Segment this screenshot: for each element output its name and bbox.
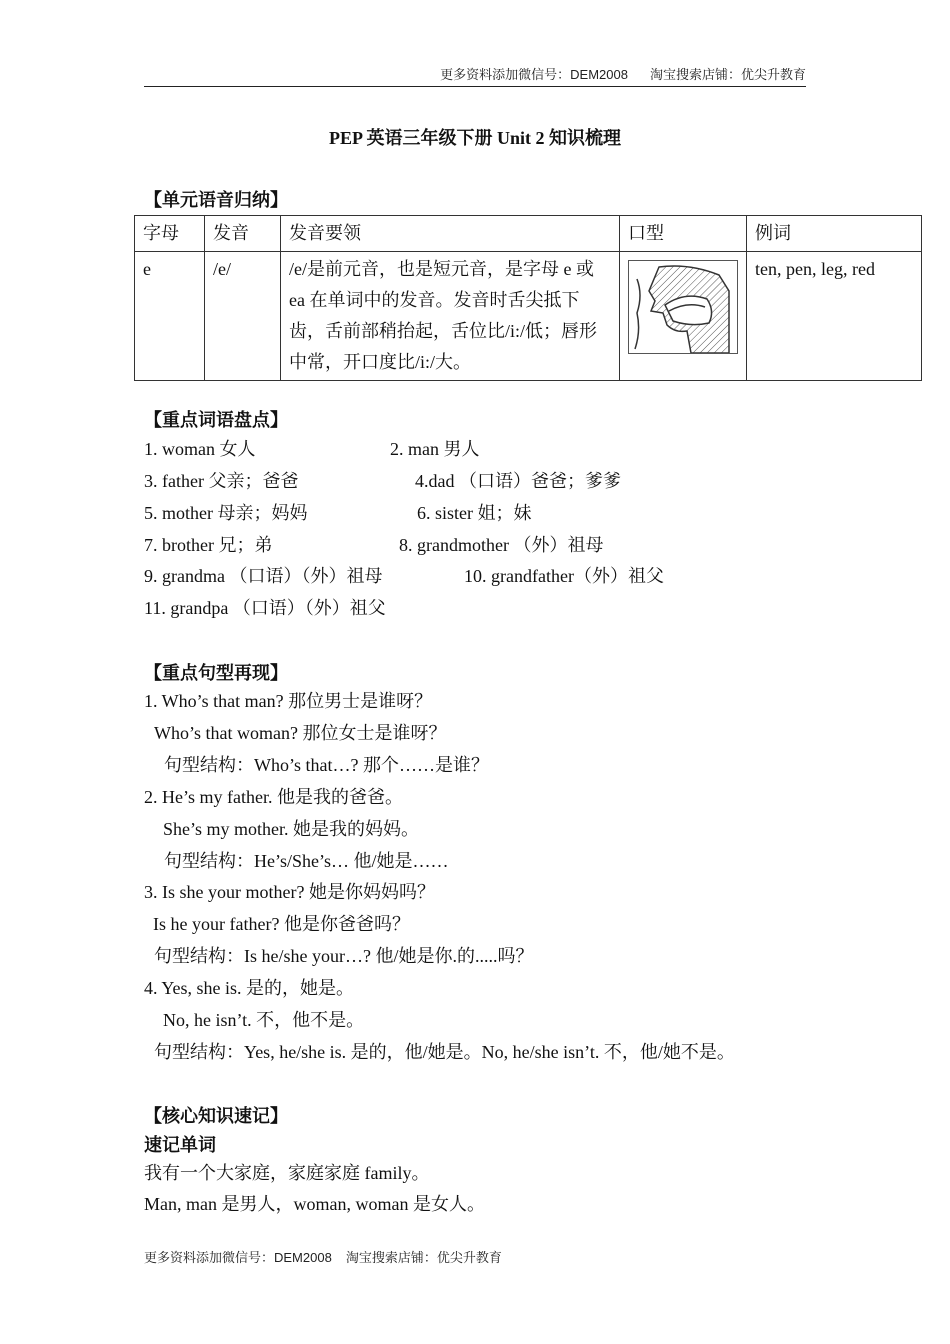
- phonics-table: [134, 215, 922, 381]
- phonics-header-row: [135, 216, 922, 252]
- sentence-line: 句型结构：Who’s that…? 那个……是谁？: [164, 755, 489, 775]
- sentence-line: 句型结构：He’s/She’s… 他/她是……: [164, 851, 449, 871]
- page-footer: [144, 1247, 502, 1266]
- phonics-row: [135, 252, 922, 381]
- phonics-heading: 【单元语音归纳】: [144, 190, 288, 210]
- sentences-heading: 【重点句型再现】: [144, 663, 288, 683]
- cell-examples: ten, pen, leg, red: [747, 252, 922, 381]
- col-tips: 发音要领: [281, 216, 620, 252]
- col-sound: 发音: [205, 216, 281, 252]
- page-header: [144, 64, 806, 87]
- cell-mouth: [620, 252, 747, 381]
- core-line: 我有一个大家庭，家庭家庭 family。: [144, 1163, 430, 1183]
- vocab-heading: 【重点词语盘点】: [144, 410, 288, 430]
- sentence-line: She’s my mother. 她是我的妈妈。: [163, 819, 419, 839]
- header-wechat: 更多资料添加微信号：DEM2008: [440, 67, 628, 82]
- vocab-item: 1. woman 女人: [144, 439, 256, 459]
- vocab-item: 11. grandpa （口语）（外）祖父: [144, 598, 386, 618]
- vocab-item: 7. brother 兄；弟: [144, 535, 273, 555]
- sentence-line: Is he your father? 他是你爸爸吗？: [153, 914, 410, 934]
- vocab-item: 10. grandfather（外）祖父: [464, 566, 664, 586]
- page-title: PEP 英语三年级下册 Unit 2 知识梳理: [328, 128, 621, 148]
- cell-tips: /e/是前元音，也是短元音，是字母 e 或 ea 在单词中的发音。发音时舌尖抵下齿，舌前部稍抬起，舌位比/i:/低；唇形中常，开口度比/i:/大。: [281, 252, 620, 381]
- sentence-line: Who’s that woman? 那位女士是谁呀？: [154, 723, 447, 743]
- footer-wechat: 更多资料添加微信号：DEM2008: [144, 1250, 332, 1265]
- vocab-item: 3. father 父亲；爸爸: [144, 471, 299, 491]
- sentence-line: 句型结构：Is he/she your…? 他/她是你.的.....吗？: [154, 946, 534, 966]
- vocab-item: 2. man 男人: [390, 439, 480, 459]
- footer-shop: 淘宝搜索店铺：优尖升教育: [345, 1250, 502, 1265]
- core-heading: 【核心知识速记】: [144, 1106, 288, 1126]
- sentence-line: 2. He’s my father. 他是我的爸爸。: [144, 787, 403, 807]
- col-mouth: 口型: [620, 216, 747, 252]
- cell-sound: /e/: [205, 252, 281, 381]
- core-subheading: 速记单词: [144, 1135, 216, 1155]
- sentence-line: No, he isn’t. 不，他不是。: [163, 1010, 365, 1030]
- mouth-shape-icon: [628, 260, 738, 354]
- vocab-item: 6. sister 姐；妹: [417, 503, 532, 523]
- sentence-line: 4. Yes, she is. 是的，她是。: [144, 978, 355, 998]
- sentence-line: 1. Who’s that man? 那位男士是谁呀？: [144, 691, 433, 711]
- header-shop: 淘宝搜索店铺：优尖升教育: [649, 67, 806, 82]
- cell-letter: e: [135, 252, 205, 381]
- vocab-item: 8. grandmother （外）祖母: [399, 535, 604, 555]
- sentence-line: 句型结构：Yes, he/she is. 是的，他/她是。No, he/she isn’t. 不，他/她不是。: [154, 1042, 735, 1062]
- vocab-item: 9. grandma （口语）（外）祖母: [144, 566, 383, 586]
- col-examples: 例词: [747, 216, 922, 252]
- vocab-item: 4.dad （口语）爸爸；爹爹: [415, 471, 621, 491]
- core-line: Man, man 是男人，woman, woman 是女人。: [144, 1194, 485, 1214]
- vocab-item: 5. mother 母亲；妈妈: [144, 503, 308, 523]
- col-letter: 字母: [135, 216, 205, 252]
- sentence-line: 3. Is she your mother? 她是你妈妈吗？: [144, 882, 435, 902]
